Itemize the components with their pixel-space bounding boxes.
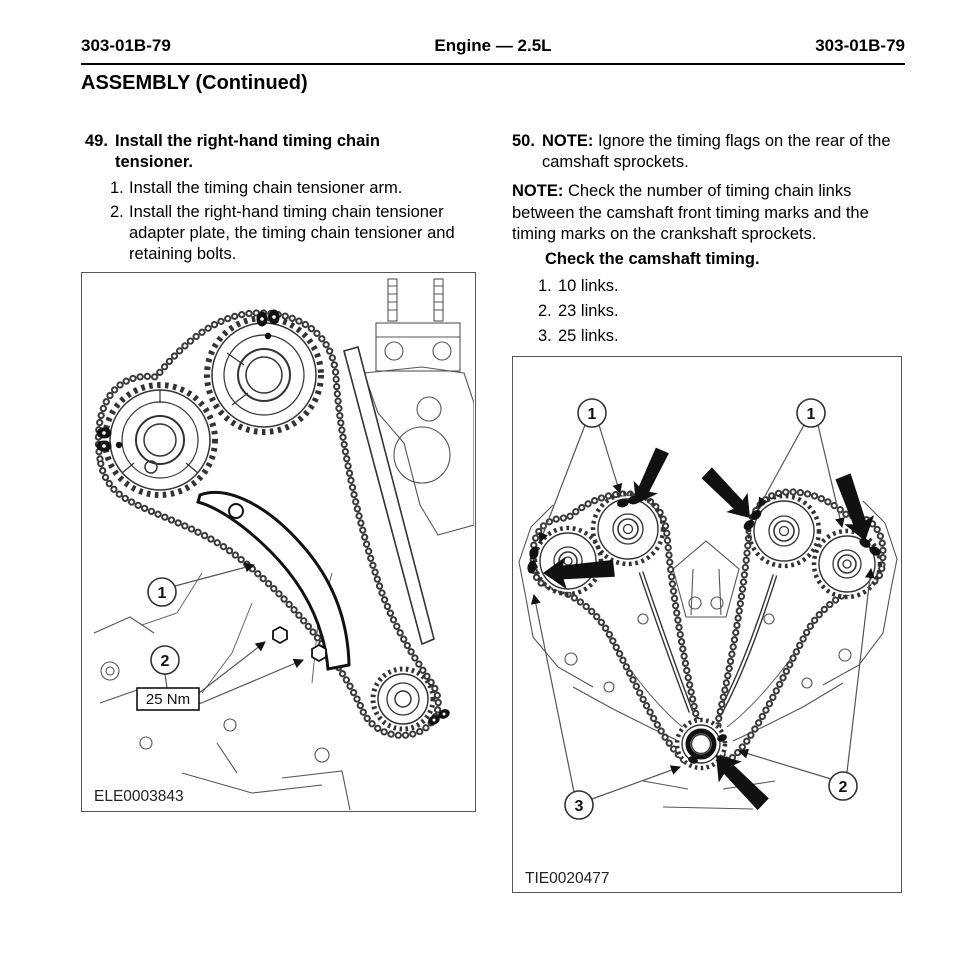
step-49-number: 49. <box>85 132 108 150</box>
step-49-substep-1 <box>110 178 480 199</box>
camshaft-sprocket-lower <box>105 385 215 495</box>
step-49-title: Install the right-hand timing chain tensioner. <box>115 132 380 171</box>
svg-text:2: 2 <box>160 653 170 670</box>
step-50 <box>512 131 905 173</box>
svg-text:1: 1 <box>806 406 816 423</box>
item-number: 3. <box>538 327 552 345</box>
callout-1 <box>148 565 254 606</box>
doc-title: Engine — 2.5L <box>434 36 552 55</box>
links-item-3 <box>538 327 619 346</box>
substep-number: 1. <box>110 179 124 197</box>
figure-id-label: ELE0003843 <box>94 788 184 805</box>
note-paragraph <box>512 181 912 246</box>
page-ref-left: 303-01B-79 <box>81 36 171 55</box>
page-ref-right: 303-01B-79 <box>815 36 905 55</box>
sprocket-right-outer <box>814 531 880 597</box>
page-header <box>81 36 905 56</box>
item-text: 10 links. <box>558 277 619 295</box>
camshaft-timing-subtitle: Check the camshaft timing. <box>545 250 760 268</box>
item-number: 1. <box>538 277 552 295</box>
note-label: NOTE: <box>512 182 564 200</box>
item-text: 25 links. <box>558 327 619 345</box>
sprocket-left-outer <box>535 528 601 594</box>
callout-2 <box>739 569 871 800</box>
figure-camshaft-timing <box>512 356 902 893</box>
camshaft-timing-diagram <box>513 357 900 891</box>
item-text: 23 links. <box>558 302 619 320</box>
step-49 <box>85 131 465 173</box>
step-49-substep-2 <box>110 202 482 265</box>
note-text: Ignore the timing flags on the rear of the camshaft sprockets. <box>542 132 891 171</box>
note-text: Check the number of timing chain links between the camshaft front timing marks and the timing marks on the crankshaft sprockets. <box>512 182 869 243</box>
tensioner-bolts <box>273 627 326 661</box>
camshaft-sprockets <box>535 494 880 597</box>
svg-text:1: 1 <box>587 406 597 423</box>
tensioner-arm <box>198 492 349 669</box>
chain-guides <box>641 572 775 715</box>
section-title: ASSEMBLY (Continued) <box>81 72 308 94</box>
svg-text:1: 1 <box>157 585 167 602</box>
links-item-2 <box>538 302 619 321</box>
step-50-note <box>542 131 905 173</box>
camshaft-sprocket-upper <box>207 318 321 432</box>
note-label: NOTE: <box>542 132 594 150</box>
tensioner-diagram <box>82 273 474 810</box>
links-item-1 <box>538 277 619 296</box>
substep-text: Install the timing chain tensioner arm. <box>129 179 403 197</box>
svg-text:3: 3 <box>574 798 584 815</box>
figure-timing-chain-tensioner <box>81 272 476 812</box>
figure-id-label: TIE0020477 <box>525 870 610 887</box>
header-divider <box>81 63 905 65</box>
substep-number: 2. <box>110 203 124 221</box>
svg-text:2: 2 <box>838 779 848 796</box>
step-50-number: 50. <box>512 132 535 150</box>
substep-text: Install the right-hand timing chain tensioner adapter plate, the timing chain tensioner and retaining bolts. <box>129 203 455 263</box>
torque-label: 25 Nm <box>145 691 191 708</box>
item-number: 2. <box>538 302 552 320</box>
callout-2 <box>137 642 303 710</box>
